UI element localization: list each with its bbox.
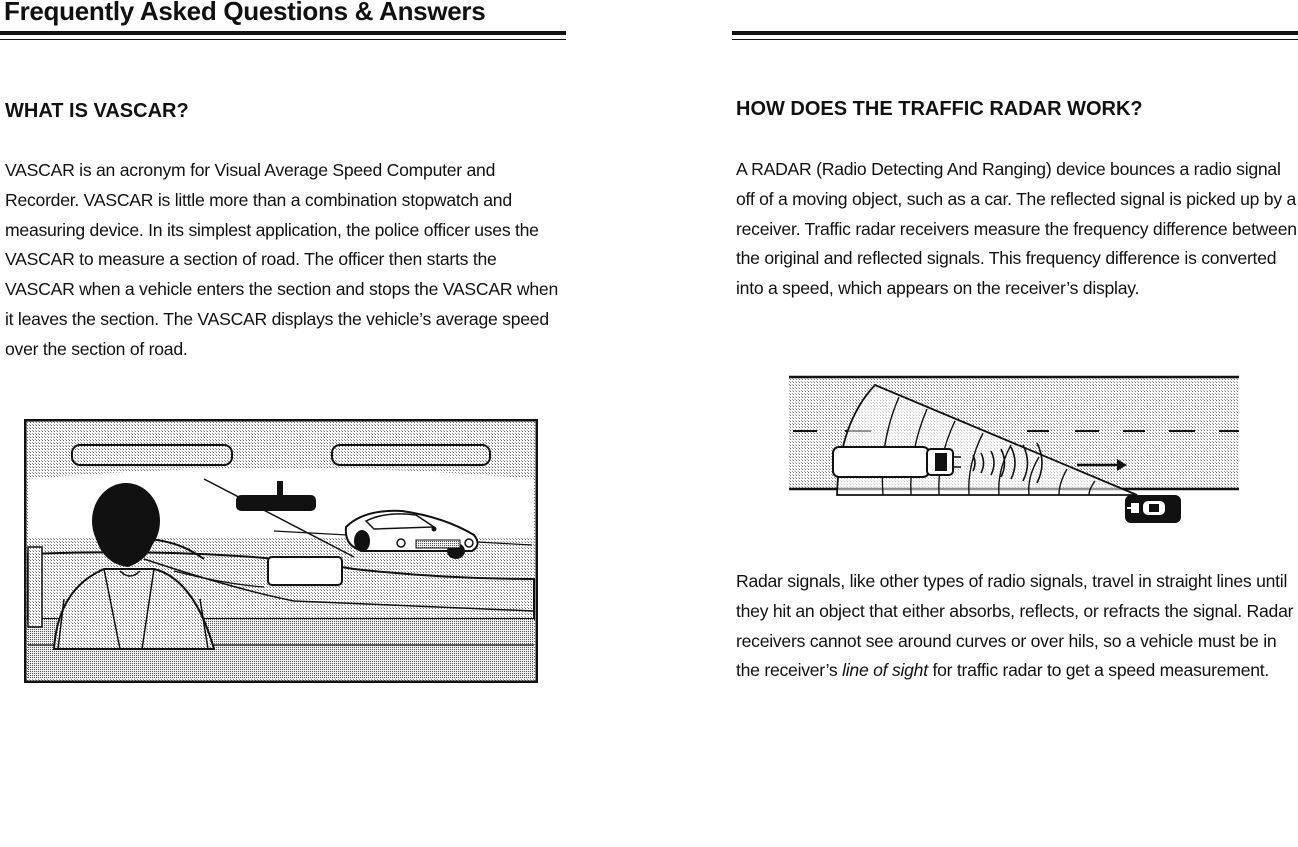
sun-visor-left xyxy=(72,445,232,465)
radar-paragraph-2-text-a: Radar signals, like other types of radio signals, travel in straight lines until they hit an object that either absorbs, reflects, or refracts the signal. Radar receivers cannot see around curves or over hils, so a vehicle must be in the receiver’s xyxy=(736,571,1294,681)
truck xyxy=(833,447,961,477)
radar-paragraph-2-text-b: for traffic radar to get a speed measurement. xyxy=(927,660,1270,681)
radar-paragraph-2 xyxy=(736,567,1298,686)
police-car xyxy=(1125,495,1181,523)
radar-illustration xyxy=(787,373,1242,525)
title-rule-thick-right xyxy=(732,31,1298,35)
vascar-heading: WHAT IS VASCAR? xyxy=(5,100,189,122)
dashboard-display xyxy=(268,557,342,585)
radar-paragraph-1: A RADAR (Radio Detecting And Ranging) device bounces a radio signal off of a moving object, such as a car. The reflected signal is picked up by a receiver. Traffic radar receivers measure the frequency difference between the original and reflected signals. This frequency difference is converted into a speed, which appears on the receiver’s display. xyxy=(736,159,1297,299)
title-rule-thin-left xyxy=(0,39,566,40)
page-title: Frequently Asked Questions & Answers xyxy=(4,0,486,26)
title-rule-thin-right xyxy=(732,39,1298,40)
radar-heading: HOW DOES THE TRAFFIC RADAR WORK? xyxy=(736,98,1143,120)
sun-visor-right xyxy=(332,445,490,465)
title-rule-thick-left xyxy=(0,31,566,35)
vascar-paragraph: VASCAR is an acronym for Visual Average Speed Computer and Recorder. VASCAR is little more than a combination stopwatch and measuring device. In its simplest application, the police officer uses the VASCAR to measure a section of road. The officer then starts the VASCAR when a vehicle enters the section and stops the VASCAR when it leaves the section. The VASCAR displays the vehicle’s average speed over the section of road. xyxy=(5,160,558,359)
rearview-mirror xyxy=(236,495,316,511)
line-of-sight-emphasis: line of sight xyxy=(842,660,928,681)
vascar-illustration xyxy=(24,419,538,683)
